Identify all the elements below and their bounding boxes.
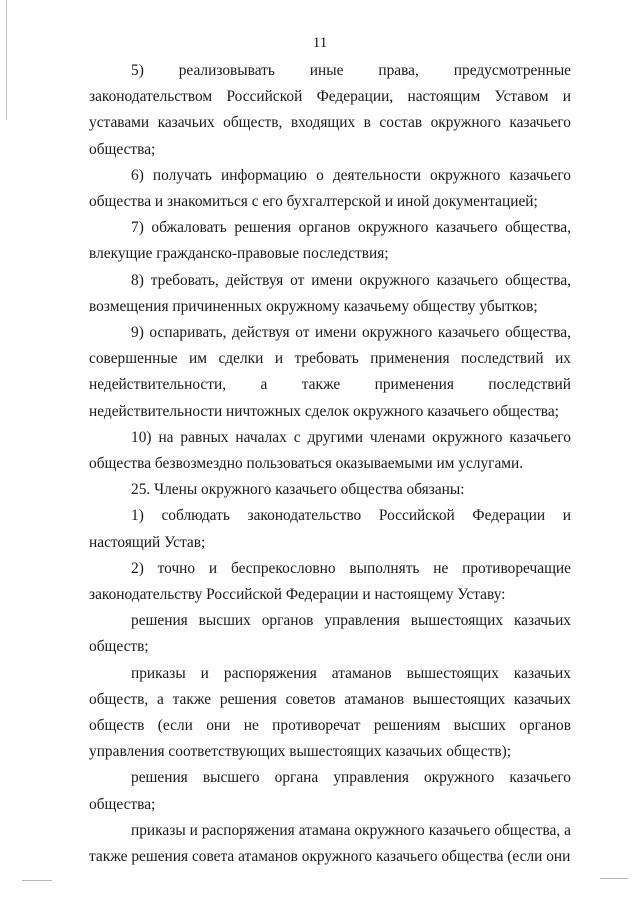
paragraph-duty-2-item-4: приказы и распоряжения атамана окружного казачьего общества, а также решения совета атаманов окружного казачьего общества (если они (89, 821, 571, 866)
paragraph-clause-25: 25. Члены окружного казачьего общества обязаны: (131, 481, 465, 499)
paragraph-duty-2-item-3: решения высшего органа управления окружного казачьего общества; (89, 769, 571, 813)
paragraph-right-6: 6) получать информацию о деятельности окружного казачьего общества и знакомиться с его бухгалтерской и иной документацией; (89, 166, 571, 211)
paragraph-right-5: 5) реализовывать иные права, предусмотренные законодательством Российской Федерации, настоящим Уставом и уставами казачьих обществ, входящих в состав окружного казачьего общества; (89, 62, 571, 158)
paragraph-right-10: 10) на равных началах с другими членами окружного казачьего общества безвозмездно пользоваться оказываемыми им услугами. (89, 428, 571, 473)
paragraph-duty-2: 2) точно и беспрекословно выполнять не противоречащие законодательству Российской Федерации и настоящему Уставу: (89, 559, 571, 604)
document-body (89, 58, 571, 870)
scan-edge-left (6, 0, 7, 120)
page-number: 11 (312, 35, 328, 51)
scan-mark-bottom-left (22, 880, 52, 881)
paragraph-duty-1: 1) соблюдать законодательство Российской Федерации и настоящий Устав; (89, 507, 571, 551)
paragraph-right-8: 8) требовать, действуя от имени окружного казачьего общества, возмещения причиненных окружному казачьему обществу убытков; (89, 271, 571, 315)
scan-mark-bottom-right (600, 878, 628, 879)
paragraph-duty-2-item-2: приказы и распоряжения атаманов вышестоящих казачьих обществ, а также решения советов атаманов вышестоящих казачьих обществ (если они не противоречат решениям высших органов управления соответствующих вышестоящих казачьих обществ); (89, 664, 571, 761)
paragraph-right-7: 7) обжаловать решения органов окружного казачьего общества, влекущие гражданско-правовые последствия; (89, 219, 571, 263)
paragraph-right-9: 9) оспаривать, действуя от имени окружного казачьего общества, совершенные им сделки и требовать применения последствий их недействительности, а также применения последствий недействительности ничтожных сделок окружного казачьего общества; (89, 324, 571, 420)
paragraph-duty-2-item-1: решения высших органов управления вышестоящих казачьих обществ; (89, 612, 571, 656)
